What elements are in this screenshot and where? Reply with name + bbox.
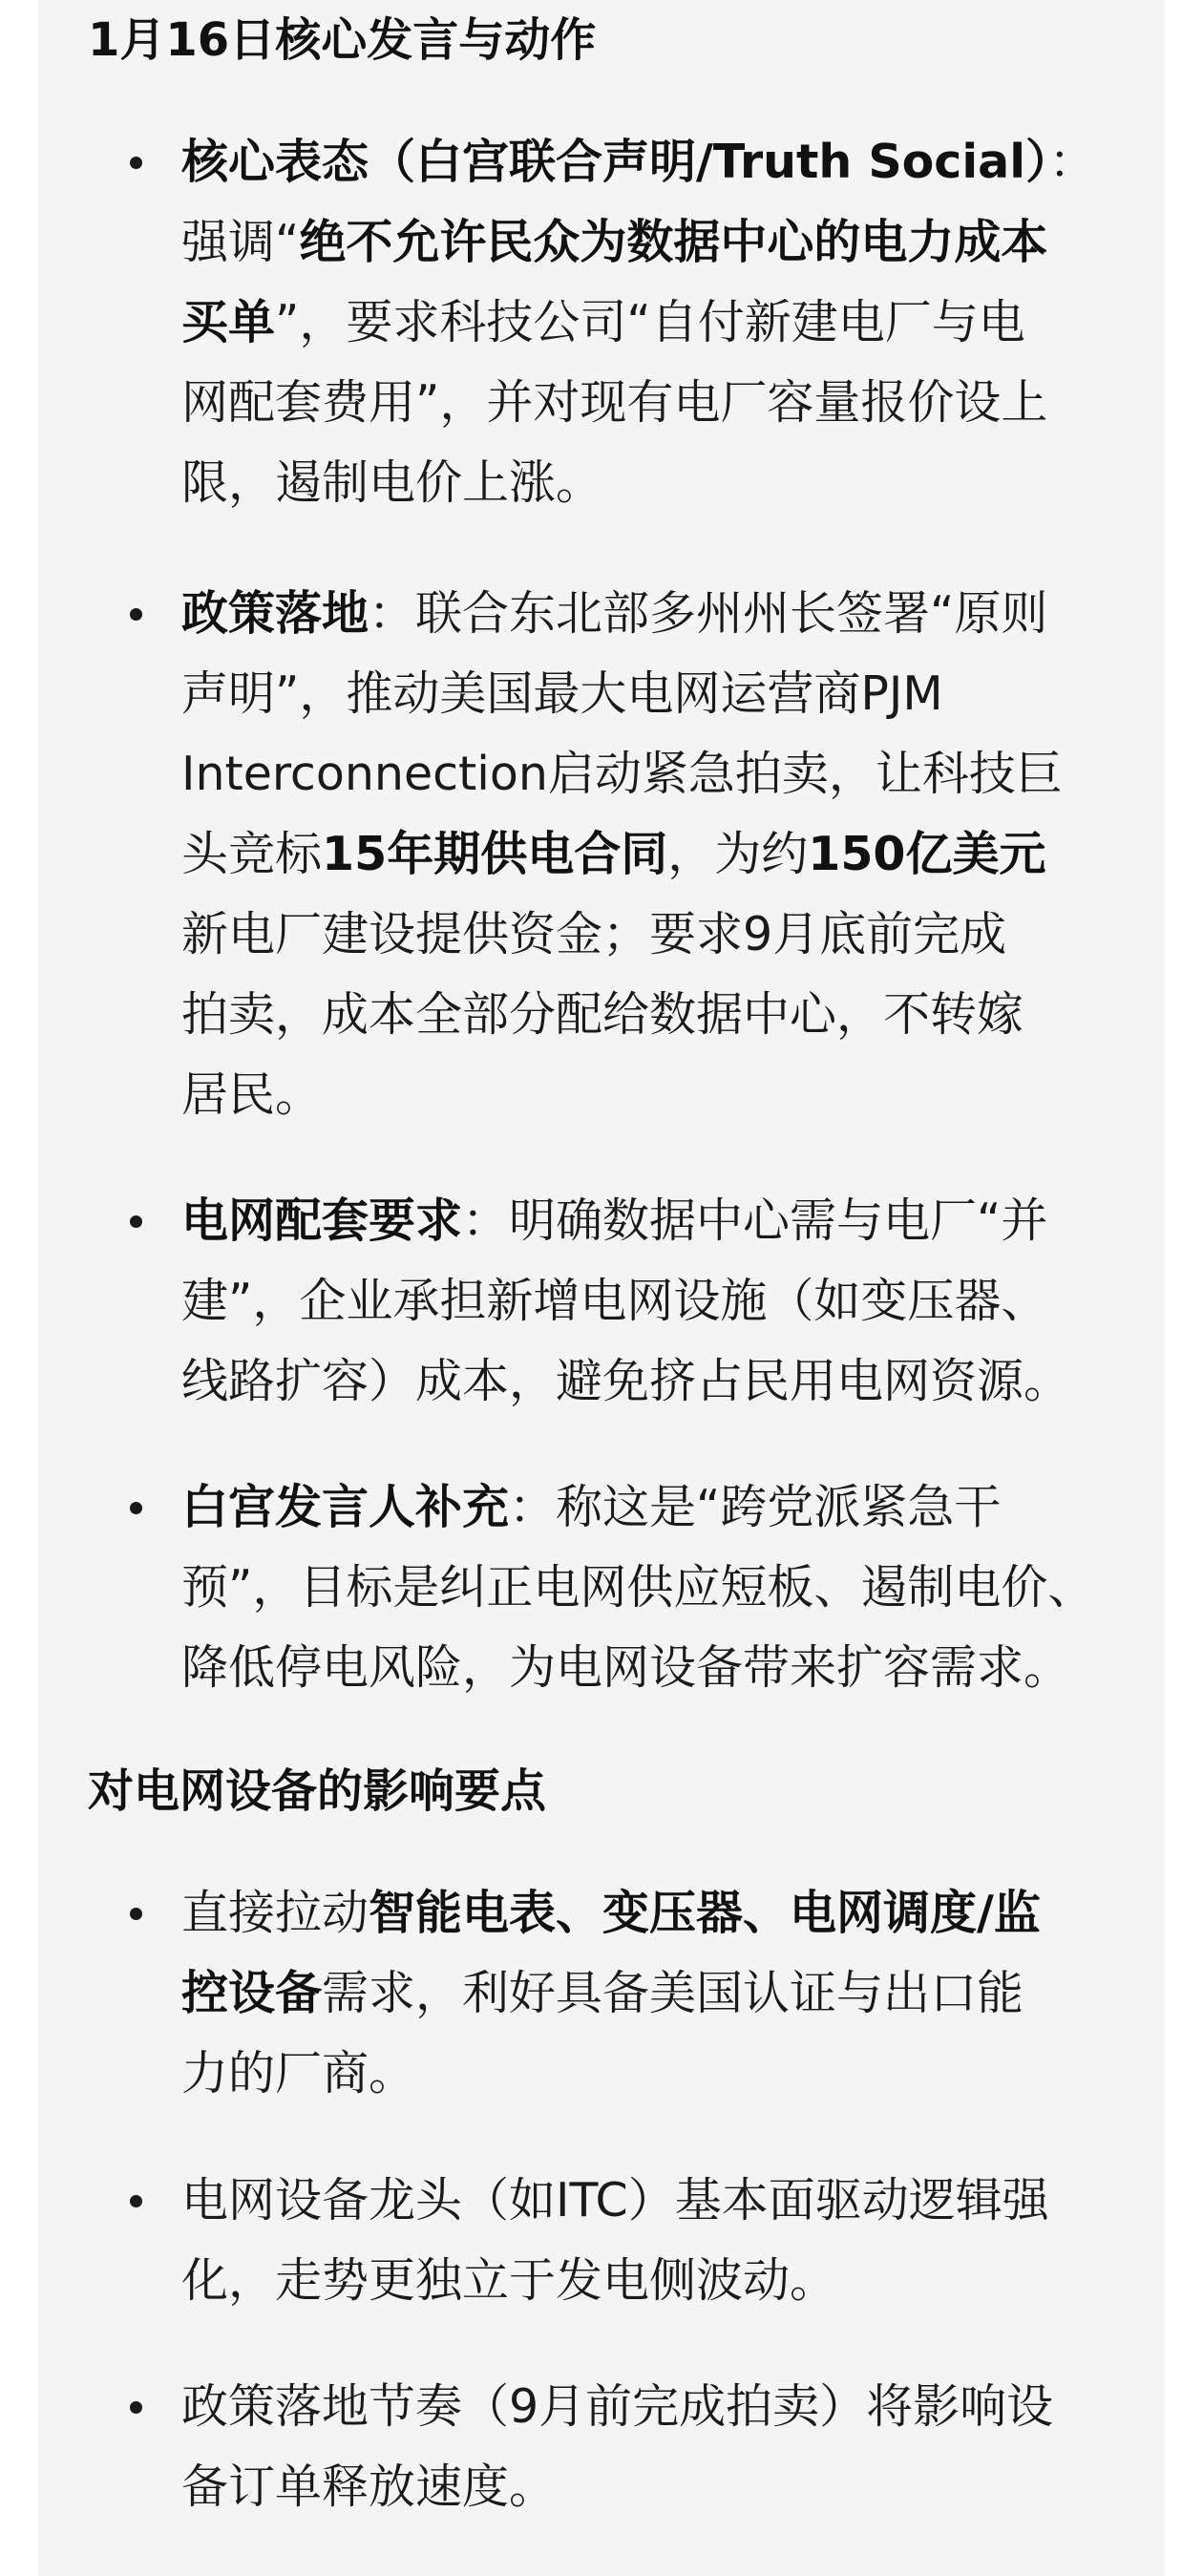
list-item-timing: [130, 2367, 1161, 2527]
text-line: [181, 1261, 1161, 1341]
text-segment: 电网设备龙头（如ITC）基本面驱动逻辑强: [181, 2173, 1049, 2228]
bold-text: 政策落地: [181, 586, 369, 641]
text-segment: Interconnection启动紧急拍卖，让科技巨: [181, 747, 1063, 801]
bold-text: 控设备: [181, 1966, 323, 2020]
text-line: [181, 1628, 1161, 1708]
bold-text: 电网配套要求: [181, 1193, 463, 1248]
bullet-icon: [130, 1502, 142, 1514]
text-line: [181, 975, 1161, 1055]
text-segment: 头竞标: [181, 827, 323, 881]
text-line: [181, 283, 1161, 363]
list-item-text: [181, 1181, 1161, 1422]
text-line: [181, 2241, 1161, 2321]
list-item-spokesperson: [130, 1467, 1161, 1708]
text-line: [181, 363, 1161, 443]
text-line: [181, 814, 1161, 895]
text-segment: 降低停电风险，为电网设备带来扩容需求。: [181, 1640, 1071, 1695]
bullet-icon: [130, 608, 142, 621]
text-segment: 力的厂商。: [181, 2046, 416, 2101]
list-item-text: [181, 2161, 1161, 2321]
text-line: [181, 2447, 1161, 2527]
bold-text: 智能电表、变压器、电网调度/监: [369, 1886, 1041, 1940]
list-item-text: [181, 122, 1161, 523]
text-segment: 备订单释放速度。: [181, 2460, 557, 2514]
text-segment: 居民。: [181, 1067, 323, 1122]
text-segment: 需求，利好具备美国认证与出口能: [322, 1966, 1024, 2020]
text-segment: 强调“: [181, 215, 300, 269]
list-item-grid-requirements: [130, 1181, 1161, 1422]
text-segment: 直接拉动: [181, 1886, 369, 1940]
text-line: [181, 202, 1161, 283]
text-line: [181, 443, 1161, 523]
text-segment: 政策落地节奏（9月前完成拍卖）将影响设: [181, 2379, 1054, 2434]
text-segment: ：: [1048, 135, 1096, 189]
text-line: [181, 895, 1161, 975]
list-item-core-stance: [130, 122, 1161, 523]
text-segment: 线路扩容）成本，避免挤占民用电网资源。: [181, 1354, 1071, 1408]
text-line: [181, 734, 1161, 814]
text-line: [181, 1548, 1161, 1628]
text-line: [181, 1873, 1161, 1953]
bold-text: 绝不允许民众为数据中心的电力成本: [299, 215, 1048, 269]
bullet-icon: [130, 1908, 142, 1920]
text-segment: 声明”，推动美国最大电网运营商PJM: [181, 666, 943, 721]
section-heading-impact: 对电网设备的影响要点: [88, 1764, 547, 1818]
section-heading-core-actions: 1月16日核心发言与动作: [88, 13, 597, 67]
bullet-icon: [130, 2401, 142, 2414]
text-segment: 网配套费用”，并对现有电厂容量报价设上: [181, 375, 1048, 430]
text-line: [181, 1181, 1161, 1261]
list-item-text: [181, 574, 1161, 1135]
bullet-icon: [130, 157, 142, 169]
text-line: [181, 2367, 1161, 2447]
text-segment: ”，要求科技公司“自付新建电厂与电: [275, 295, 1025, 349]
text-segment: 建”，企业承担新增电网设施（如变压器、: [181, 1274, 1048, 1328]
bullet-icon: [130, 2195, 142, 2207]
text-segment: 化，走势更独立于发电侧波动。: [181, 2253, 837, 2308]
text-segment: ，为约: [667, 827, 809, 881]
text-line: [181, 574, 1161, 654]
bold-text: 核心表态（白宫联合声明/Truth Social）: [181, 135, 1049, 189]
bold-text: 买单: [181, 295, 276, 349]
text-line: [181, 1341, 1161, 1422]
text-line: [181, 122, 1161, 202]
list-item-text: [181, 1873, 1161, 2114]
list-item-text: [181, 1467, 1161, 1708]
text-line: [181, 654, 1161, 734]
text-line: [181, 1953, 1161, 2034]
bold-text: 150亿美元: [808, 827, 1046, 881]
text-line: [181, 2161, 1161, 2241]
content-card: [38, 0, 1165, 2576]
text-segment: ：称这是“跨党派紧急干: [509, 1480, 1002, 1534]
list-item-demand: [130, 1873, 1161, 2114]
text-segment: ：联合东北部多州州长签署“原则: [369, 586, 1048, 641]
bullet-icon: [130, 1215, 142, 1228]
text-segment: ：明确数据中心需与电厂“并: [462, 1193, 1048, 1248]
text-line: [181, 1467, 1161, 1548]
text-segment: 拍卖，成本全部分配给数据中心，不转嫁: [181, 987, 1024, 1042]
bold-text: 15年期供电合同: [322, 827, 668, 881]
list-item-leaders: [130, 2161, 1161, 2321]
list-item-text: [181, 2367, 1161, 2527]
bold-text: 白宫发言人补充: [181, 1480, 510, 1534]
text-segment: 限，遏制电价上涨。: [181, 455, 603, 510]
text-segment: 预”，目标是纠正电网供应短板、遏制电价、: [181, 1560, 1095, 1615]
text-segment: 新电厂建设提供资金；要求9月底前完成: [181, 907, 1007, 961]
text-line: [181, 1055, 1161, 1135]
list-item-policy: [130, 574, 1161, 1135]
text-line: [181, 2034, 1161, 2114]
